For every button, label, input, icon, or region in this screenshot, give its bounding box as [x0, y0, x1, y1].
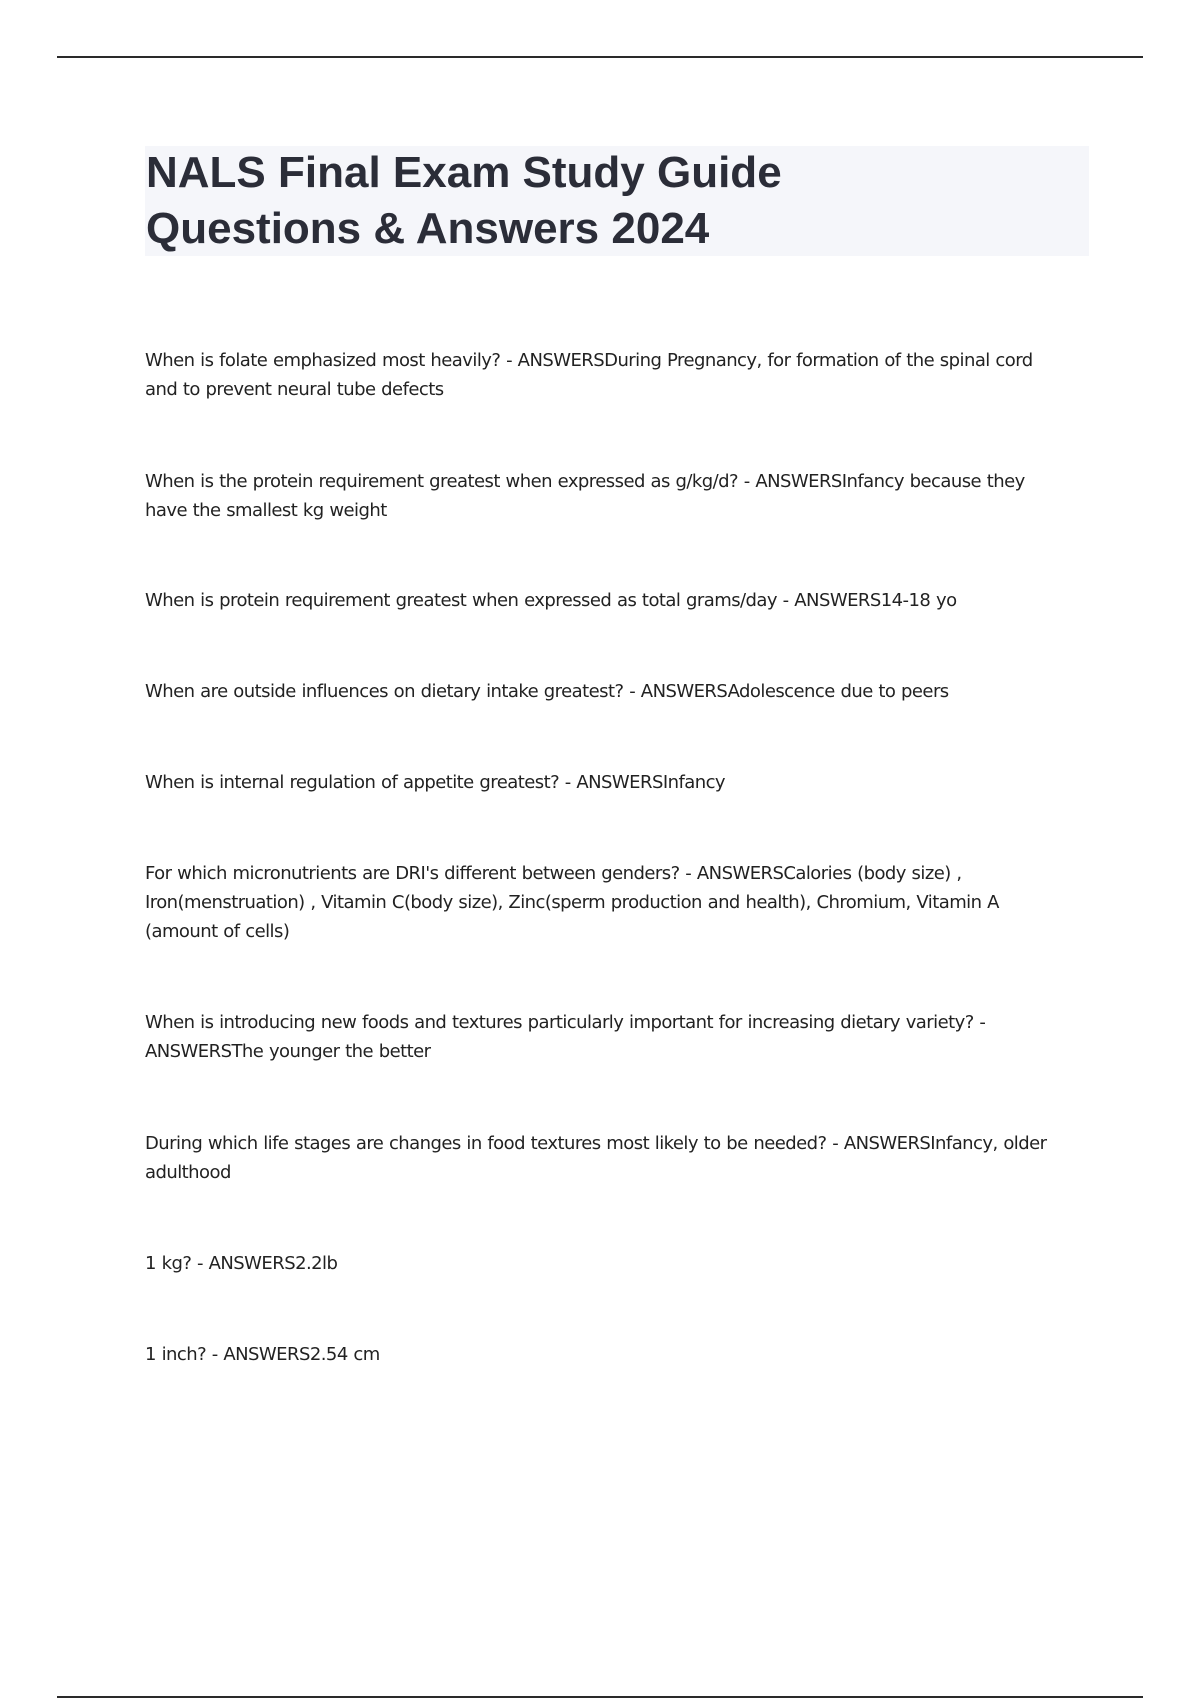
qa-item-inch: [145, 1340, 1089, 1369]
title-line-2: Questions & Answers 2024: [146, 204, 710, 253]
qa-line: When is introducing new foods and textures particularly important for increasing dietary variety? -: [145, 1012, 986, 1033]
qa-line: During which life stages are changes in food textures most likely to be needed? - ANSWERSInfancy, older: [145, 1133, 1047, 1154]
qa-item-appetite: [145, 768, 1089, 797]
qa-line: When is protein requirement greatest when expressed as total grams/day - ANSWERS14-18 yo: [145, 590, 957, 611]
bottom-rule: [57, 1696, 1143, 1698]
document-title: [145, 146, 1089, 256]
qa-line: 1 inch? - ANSWERS2.54 cm: [145, 1344, 380, 1365]
qa-line: When is folate emphasized most heavily? - ANSWERSDuring Pregnancy, for formation of the spinal cord: [145, 350, 1033, 371]
top-rule: [57, 56, 1143, 58]
qa-line: adulthood: [145, 1162, 231, 1183]
qa-line: have the smallest kg weight: [145, 500, 387, 521]
title-line-1: NALS Final Exam Study Guide: [146, 148, 782, 197]
qa-line: When is the protein requirement greatest when expressed as g/kg/d? - ANSWERSInfancy because they: [145, 471, 1025, 492]
qa-line: Iron(menstruation) , Vitamin C(body size), Zinc(sperm production and health), Chromium, Vitamin A: [145, 892, 999, 913]
qa-line: For which micronutrients are DRI's different between genders? - ANSWERSCalories (body size) ,: [145, 863, 962, 884]
qa-item-protein-gkgd: [145, 467, 1089, 525]
qa-item-protein-total: [145, 586, 1089, 615]
qa-line: and to prevent neural tube defects: [145, 379, 444, 400]
qa-item-new-foods: [145, 1008, 1089, 1066]
qa-line: ANSWERSThe younger the better: [145, 1041, 431, 1062]
qa-line: 1 kg? - ANSWERS2.2lb: [145, 1253, 338, 1274]
qa-item-outside-influences: [145, 677, 1089, 706]
qa-line: When is internal regulation of appetite greatest? - ANSWERSInfancy: [145, 772, 726, 793]
qa-item-food-textures: [145, 1129, 1089, 1187]
qa-item-folate: [145, 346, 1089, 404]
qa-line: (amount of cells): [145, 921, 290, 942]
qa-line: When are outside influences on dietary intake greatest? - ANSWERSAdolescence due to peers: [145, 681, 949, 702]
qa-item-kg: [145, 1249, 1089, 1278]
qa-item-micronutrients: [145, 859, 1089, 946]
